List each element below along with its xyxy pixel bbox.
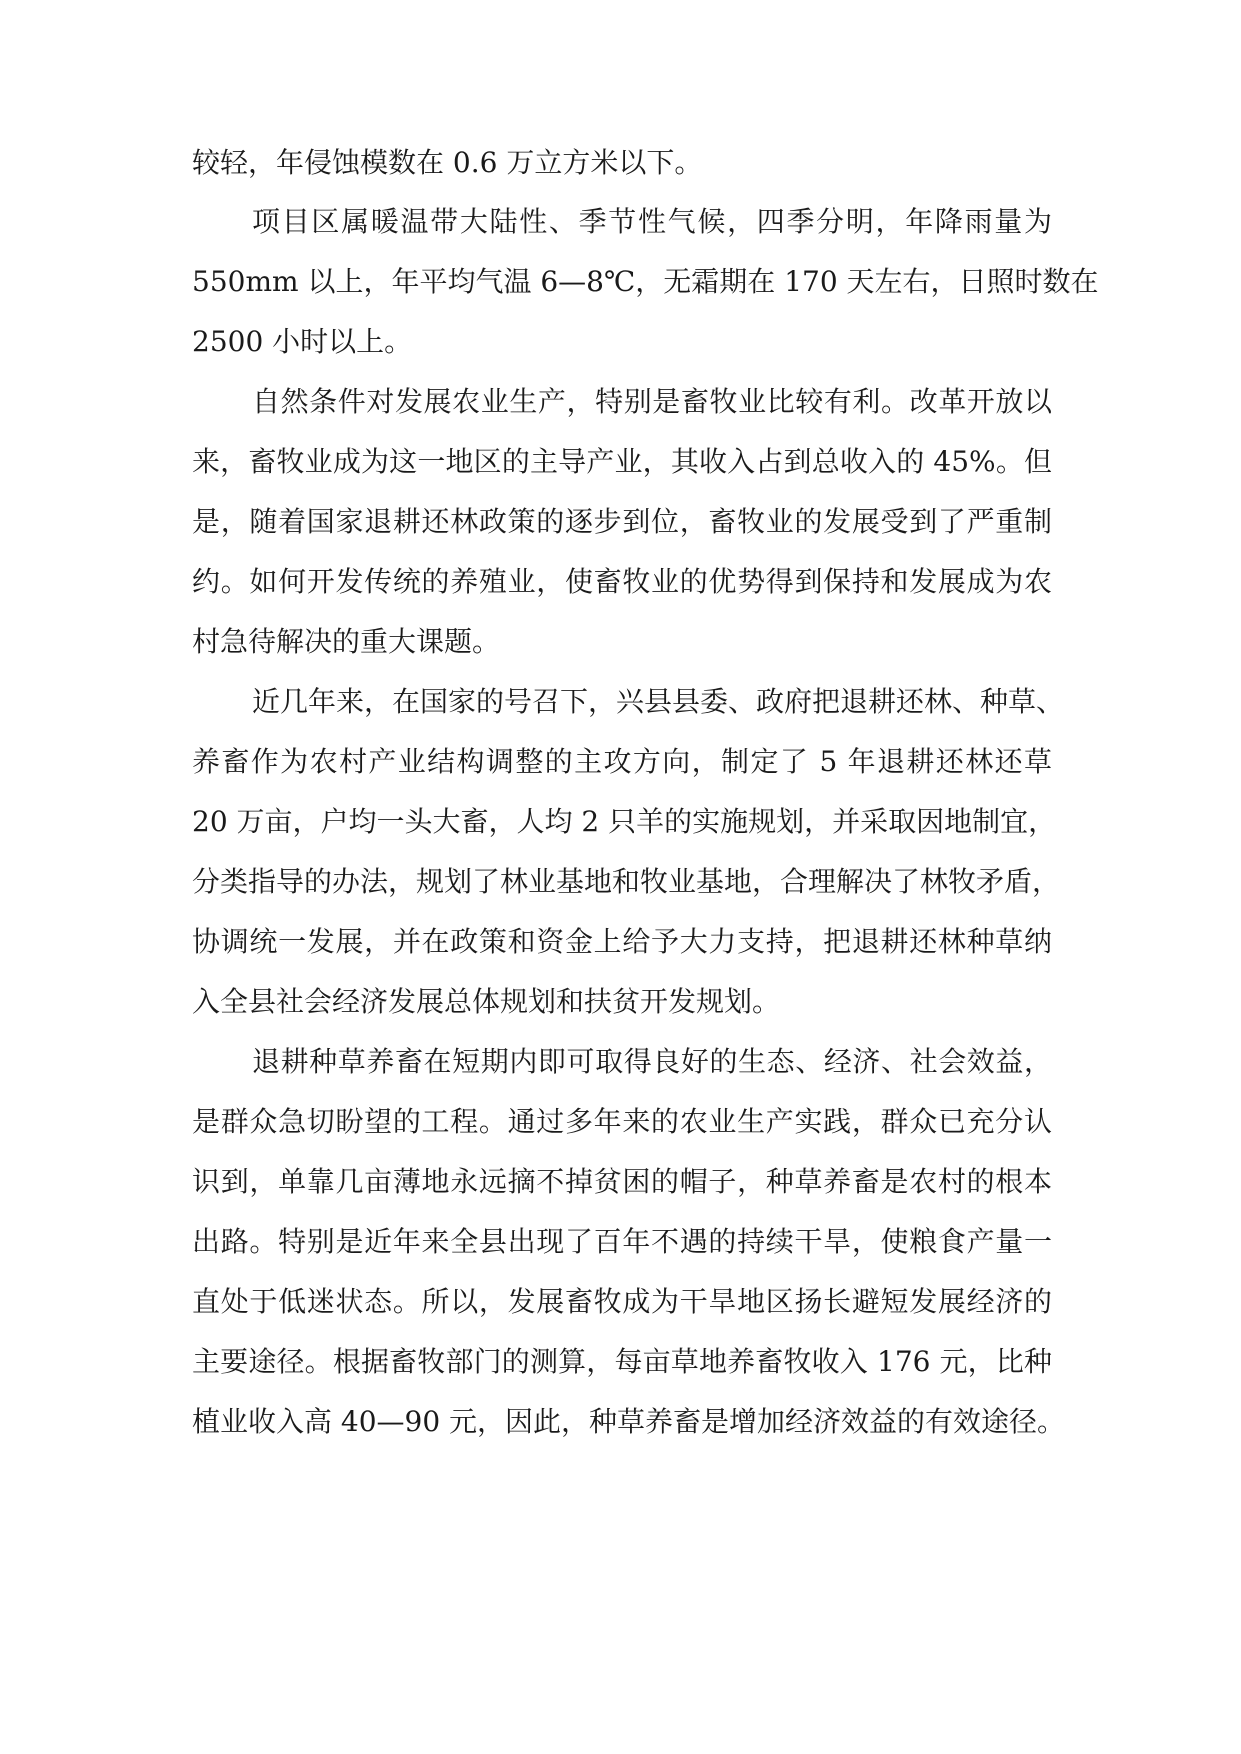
paragraph-1-line-1: 较轻，年侵蚀模数在 0.6 万立方米以下。 xyxy=(192,146,703,179)
paragraph-2-line-3: 2500 小时以上。 xyxy=(192,325,413,358)
paragraph-2-line-2: 550mm 以上，年平均气温 6—8℃，无霜期在 170 天左右，日照时数在 xyxy=(192,265,1099,298)
paragraph-4-line-6: 入全县社会经济发展总体规划和扶贫开发规划。 xyxy=(192,985,781,1018)
paragraph-3-line-2: 来，畜牧业成为这一地区的主导产业，其收入占到总收入的 45%。但 xyxy=(192,445,1052,478)
paragraph-5-line-7: 植业收入高 40—90 元，因此，种草养畜是增加经济效益的有效途径。 xyxy=(192,1405,1066,1438)
paragraph-4-line-2: 养畜作为农村产业结构调整的主攻方向，制定了 5 年退耕还林还草 xyxy=(192,745,1052,778)
paragraph-4-line-5: 协调统一发展，并在政策和资金上给予大力支持，把退耕还林种草纳 xyxy=(192,925,1052,958)
paragraph-2-line-1: 项目区属暖温带大陆性、季节性气候，四季分明，年降雨量为 xyxy=(252,205,1052,238)
paragraph-5-line-5: 直处于低迷状态。所以，发展畜牧成为干旱地区扬长避短发展经济的 xyxy=(192,1285,1052,1318)
paragraph-5-line-1: 退耕种草养畜在短期内即可取得良好的生态、经济、社会效益， xyxy=(252,1045,1052,1078)
paragraph-4-line-4: 分类指导的办法，规划了林业基地和牧业基地，合理解决了林牧矛盾， xyxy=(192,865,1061,898)
paragraph-5-line-2: 是群众急切盼望的工程。通过多年来的农业生产实践，群众已充分认 xyxy=(192,1105,1052,1138)
paragraph-4-line-1: 近几年来，在国家的号召下，兴县县委、政府把退耕还林、种草、 xyxy=(252,685,1065,718)
paragraph-4-line-3: 20 万亩，户均一头大畜，人均 2 只羊的实施规划，并采取因地制宜， xyxy=(192,805,1057,838)
paragraph-3-line-5: 村急待解决的重大课题。 xyxy=(192,625,501,658)
paragraph-3-line-1: 自然条件对发展农业生产，特别是畜牧业比较有利。改革开放以 xyxy=(252,385,1052,418)
paragraph-5-line-4: 出路。特别是近年来全县出现了百年不遇的持续干旱，使粮食产量一 xyxy=(192,1225,1052,1258)
paragraph-5-line-3: 识到，单靠几亩薄地永远摘不掉贫困的帽子，种草养畜是农村的根本 xyxy=(192,1165,1052,1198)
paragraph-3-line-4: 约。如何开发传统的养殖业，使畜牧业的优势得到保持和发展成为农 xyxy=(192,565,1052,598)
paragraph-3-line-3: 是，随着国家退耕还林政策的逐步到位，畜牧业的发展受到了严重制 xyxy=(192,505,1052,538)
paragraph-5-line-6: 主要途径。根据畜牧部门的测算，每亩草地养畜牧收入 176 元，比种 xyxy=(192,1345,1052,1378)
